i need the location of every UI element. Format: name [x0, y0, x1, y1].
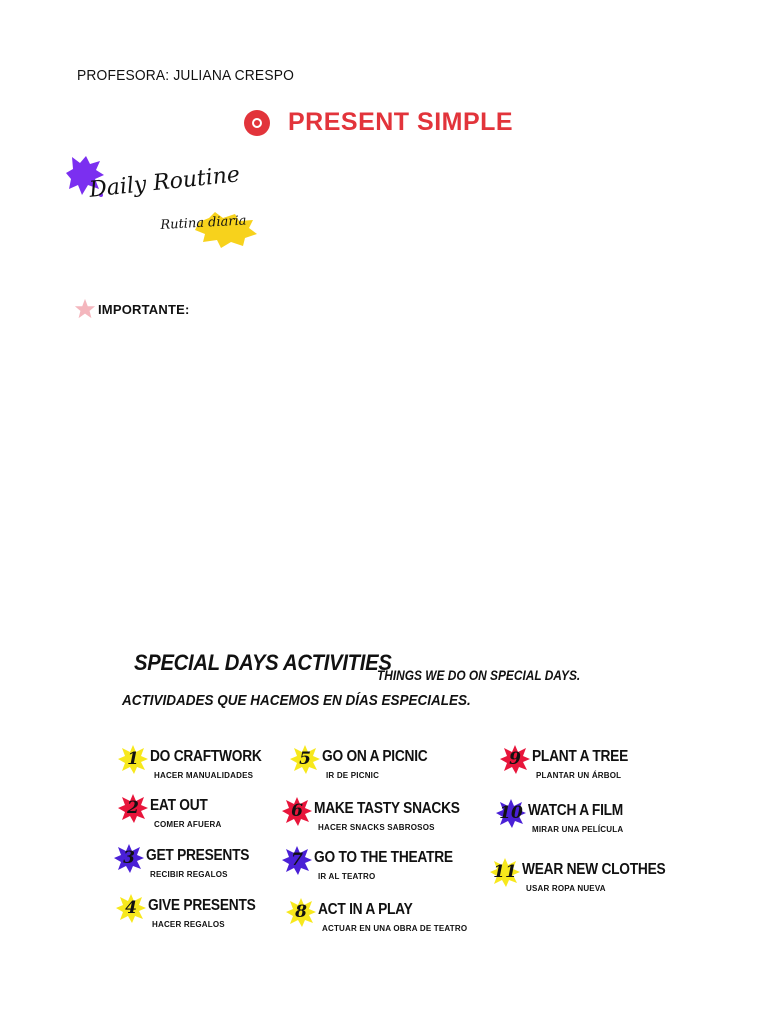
activity-spanish: HACER SNACKS SABROSOS	[318, 823, 435, 832]
activity-item	[282, 845, 482, 889]
activity-item	[290, 744, 490, 788]
activity-number: 10	[499, 803, 523, 823]
routine-title: Daily Routine	[88, 162, 242, 203]
special-days-title: SPECIAL DAYS ACTIVITIES	[134, 650, 392, 675]
page-title: PRESENT SIMPLE	[288, 108, 514, 136]
activity-english: WEAR NEW CLOTHES	[522, 861, 666, 878]
activity-english: GIVE PRESENTS	[148, 897, 256, 914]
activity-english: GO TO THE THEATRE	[314, 849, 453, 866]
title-row	[244, 108, 513, 137]
activity-spanish: IR DE PICNIC	[326, 771, 380, 780]
activity-number-badge	[118, 744, 148, 774]
activity-number-badge	[500, 744, 530, 774]
teacher-name: PROFESORA: JULIANA CRESPO	[77, 67, 295, 84]
activity-spanish: COMER AFUERA	[154, 820, 222, 829]
activity-english: WATCH A FILM	[528, 802, 623, 819]
activity-number: 1	[127, 749, 139, 769]
activity-english: DO CRAFTWORK	[150, 748, 262, 765]
routine-subtitle: Rutina diaria	[160, 213, 247, 233]
activity-spanish: HACER REGALOS	[152, 920, 225, 929]
activity-english: GET PRESENTS	[146, 847, 250, 864]
activity-number: 7	[291, 850, 303, 870]
activity-item	[496, 798, 696, 842]
activity-number-badge	[282, 845, 312, 875]
circle-badge-icon	[244, 110, 270, 136]
activity-item	[500, 744, 700, 788]
activity-number: 9	[509, 749, 521, 769]
activity-spanish: PLANTAR UN ÁRBOL	[536, 771, 622, 780]
activity-spanish: MIRAR UNA PELÍCULA	[532, 825, 624, 834]
activity-english: EAT OUT	[150, 797, 208, 814]
activity-english: MAKE TASTY SNACKS	[314, 800, 460, 817]
activity-number: 11	[493, 862, 517, 882]
activity-number-badge	[118, 793, 148, 823]
activity-number: 5	[299, 749, 311, 769]
activity-english: GO ON A PICNIC	[322, 748, 428, 765]
important-label: IMPORTANTE:	[98, 301, 190, 317]
activity-spanish: HACER MANUALIDADES	[154, 771, 254, 780]
activity-number-badge	[114, 843, 144, 873]
activity-spanish: RECIBIR REGALOS	[150, 870, 228, 879]
star-icon	[74, 298, 96, 320]
activity-number-badge	[496, 798, 526, 828]
activity-spanish: USAR ROPA NUEVA	[526, 884, 606, 893]
activity-item	[118, 744, 318, 788]
activity-item	[282, 796, 482, 840]
activity-number-badge	[116, 893, 146, 923]
activity-number: 3	[123, 848, 135, 868]
activity-number-badge	[286, 897, 316, 927]
activity-spanish: IR AL TEATRO	[318, 872, 376, 881]
activity-number: 8	[295, 902, 307, 922]
activity-number: 6	[291, 801, 303, 821]
activity-english: PLANT A TREE	[532, 748, 629, 765]
activity-spanish: ACTUAR EN UNA OBRA DE TEATRO	[322, 924, 468, 933]
special-days-subtitle: THINGS WE DO ON SPECIAL DAYS.	[377, 667, 581, 683]
activity-number: 4	[125, 898, 137, 918]
activity-item	[286, 897, 486, 941]
activity-number: 2	[127, 798, 139, 818]
activity-number-badge	[282, 796, 312, 826]
activity-english: ACT IN A PLAY	[318, 901, 413, 918]
activity-item	[490, 857, 690, 901]
important-note	[74, 298, 190, 320]
activity-number-badge	[290, 744, 320, 774]
special-days-spanish: ACTIVIDADES QUE HACEMOS EN DÍAS ESPECIALES.	[122, 692, 471, 709]
activity-number-badge	[490, 857, 520, 887]
